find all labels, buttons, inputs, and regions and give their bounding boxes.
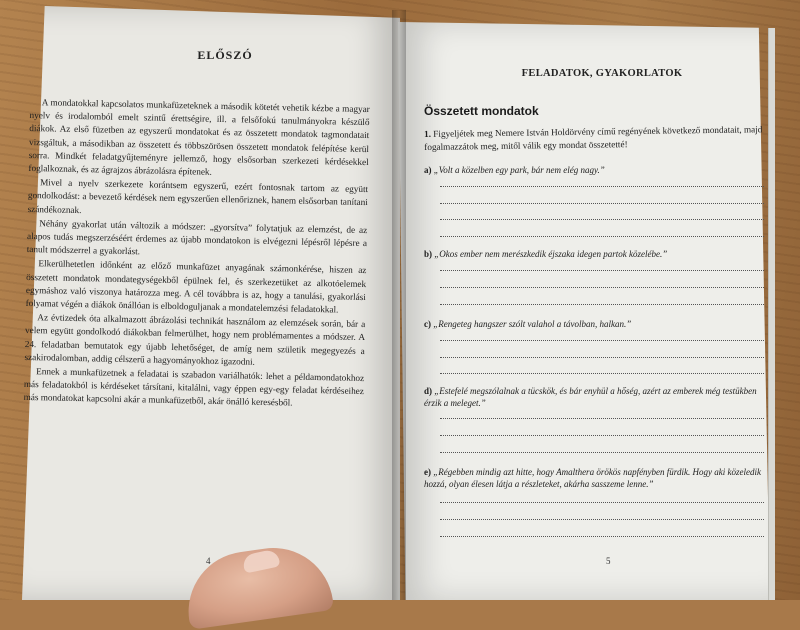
answer-line bbox=[440, 304, 764, 305]
exercise-sentence: „Rengeteg hangszer szólt valahol a távolban, halkan.” bbox=[433, 319, 632, 329]
answer-line bbox=[440, 287, 764, 288]
exercise-c bbox=[424, 318, 764, 330]
answer-line bbox=[440, 418, 764, 419]
answer-line bbox=[440, 536, 764, 537]
exercise-e bbox=[424, 466, 764, 490]
page-edges bbox=[768, 28, 775, 600]
preface-paragraph-1: A mondatokkal kapcsolatos munkafüzeteknek a második kötetét vehetik kézbe a magyar nyelv és irodalomból emelt szintű érettségire, ill. a felsőfokú tanulmányokra készülő diákok. Az első füzetben az egyszerű mondatokat és az összetett mondatok tagmondatait vizsgáltuk, a másodikban az összetett és többszörösen összetett mondatok felépítése kerül sorra. Mindkét feladatgyűjteményre jellemző, hogy elsősorban szerkezeti kérdésekkel foglalkoznak, és az ágrajzos ábrázolásra építenek. bbox=[28, 97, 370, 177]
preface-text bbox=[24, 96, 370, 413]
preface-paragraph-2: Mivel a nyelv szerkezete korántsem egyszerű, ezért fontosnak tartom az együtt gondolkodást: a bevezető kérdések nem egyszerűen ellenőriznek, hanem elsősorban tanítani szándékoznak. bbox=[27, 177, 369, 215]
left-page-title: ELŐSZÓ bbox=[197, 48, 253, 62]
right-page-number: 5 bbox=[606, 556, 611, 566]
exercise-instruction bbox=[424, 123, 764, 153]
exercise-label: a) bbox=[424, 165, 432, 175]
exercise-sentence: „Volt a közelben egy park, bár nem elég nagy.” bbox=[433, 165, 605, 175]
preface-paragraph-6: Ennek a munkafüzetnek a feladatai is szabadon variálhatók: lehet a példamondatokhoz más feladatokból is kérdéseket társítani, kitalálni, vagy éppen egy-egy feladat kérdéseihez más mondatokat kapcsolni akár a munkafüzetből, akár önálló keresésből. bbox=[23, 366, 365, 409]
answer-line bbox=[440, 452, 764, 453]
answer-line bbox=[440, 519, 764, 520]
exercise-label: e) bbox=[424, 467, 431, 477]
answer-line bbox=[440, 435, 764, 436]
answer-line bbox=[440, 270, 764, 271]
right-page-title: FELADATOK, GYAKORLATOK bbox=[521, 68, 683, 79]
exercise-label: d) bbox=[424, 386, 433, 396]
exercise-label: b) bbox=[424, 249, 433, 259]
preface-paragraph-3: Néhány gyakorlat után változik a módszer: „gyorsítva” folytatjuk az elemzést, de az alapos tudás megszerzéséért érdemes az újabb mondatokon is elvégezni lépésről lépésre a tanult módszerrel a gyakorlást. bbox=[26, 218, 368, 257]
instruction-text: Figyeljétek meg Nemere István Holdörvény című regényének következő mondatait, majd fogalmazzátok meg, mitől válik egy mondat összetetté! bbox=[424, 124, 763, 152]
answer-line bbox=[440, 357, 764, 358]
instruction-number: 1. bbox=[424, 128, 432, 139]
exercise-a bbox=[424, 164, 764, 176]
answer-line bbox=[440, 203, 764, 204]
exercise-label: c) bbox=[424, 319, 431, 329]
exercise-sentence: „Régebben mindig azt hitte, hogy Amalthera örökös napfényben fürdik. Hogy aki közeledik hozzá, olyan élesen látja a részleteket, akárha sasszeme lenne.” bbox=[424, 467, 761, 489]
left-page-number: 4 bbox=[206, 556, 211, 566]
preface-paragraph-4: Elkerülhetetlen időnként az előző munkafüzet anyagának számonkérése, hiszen az összetett mondatok mondategységekből épülnek fel, és szerkezetüket az alkotóelemek egymáshoz való viszonya határozza meg. A cél továbbra is az, hogy a tanulási, gyakorlási folyamat végén a diákok önállóan is elboldoguljanak a mondatelemzési feladatokkal. bbox=[25, 258, 367, 315]
section-heading: Összetett mondatok bbox=[424, 104, 539, 118]
exercise-d bbox=[424, 385, 764, 409]
answer-line bbox=[440, 373, 764, 374]
exercise-b bbox=[424, 248, 764, 260]
answer-line bbox=[440, 219, 764, 220]
answer-line bbox=[440, 340, 764, 341]
exercise-sentence: „Estefelé megszólalnak a tücskök, és bár enyhül a hőség, azért az emberek még testükben érzik a meleget.” bbox=[424, 386, 757, 408]
answer-line bbox=[440, 502, 764, 503]
answer-line bbox=[440, 236, 764, 237]
answer-line bbox=[440, 186, 764, 187]
book-gutter bbox=[392, 10, 406, 600]
exercise-sentence: „Okos ember nem merészkedik éjszaka idegen partok közelébe.” bbox=[434, 249, 668, 259]
preface-paragraph-5: Az évtizedek óta alkalmazott ábrázolási technikát használom az elemzések során, bár a velem együtt gondolkodó diákokban felmerülhet, hogy nem problémamentes a módszer. A 24. feladatban bemutatok egy újabb lehetőséget, de amíg nem születik megegyezés a szakirodalomban, addig célszerű a hagyományokhoz igazodni. bbox=[24, 312, 366, 367]
